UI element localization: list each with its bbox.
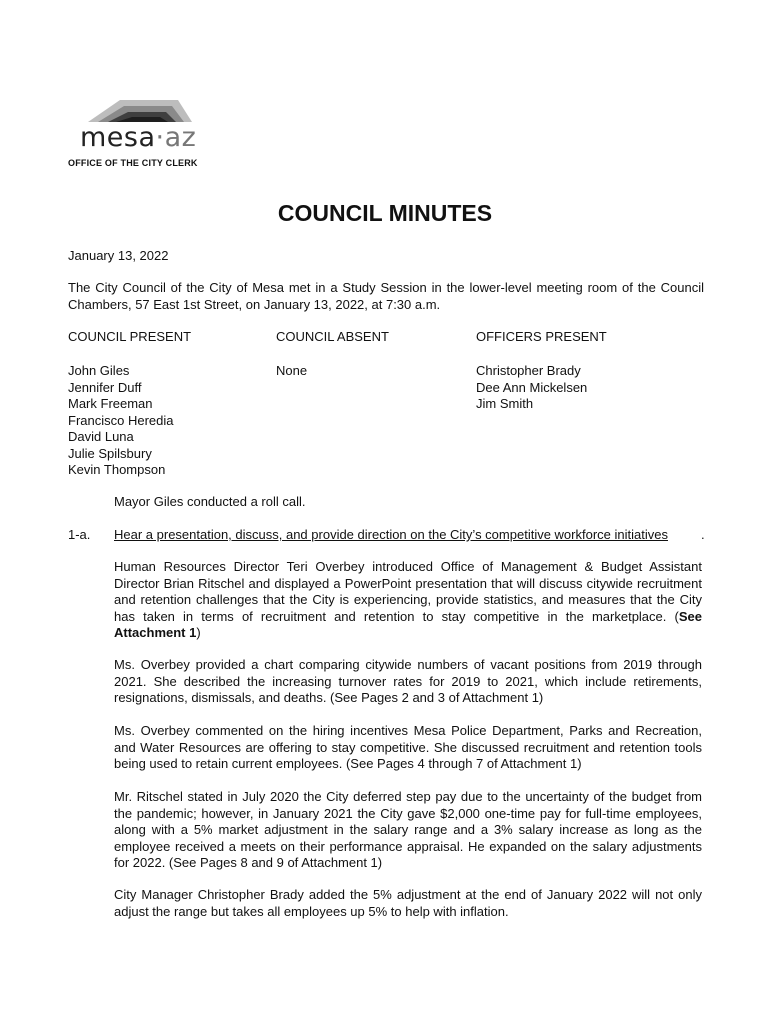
list-item: Kevin Thompson — [68, 462, 166, 477]
page-title: COUNCIL MINUTES — [277, 200, 493, 226]
paragraph-3: Ms. Overbey commented on the hiring incentives Mesa Police Department, Parks and Recreation, and Water Resources are offering to stay competitive. She discussed recruitment and retention tools being used to retain current employees. (See Pages 4 through 7 of Attachment 1) — [114, 723, 702, 771]
list-item: John Giles — [68, 363, 130, 378]
attachment-reference: See Attachment 1 — [114, 608, 702, 640]
logo-wordmark: mesa·az — [80, 122, 197, 153]
roll-call-note: Mayor Giles conducted a roll call. — [114, 494, 306, 509]
paragraph-1: Human Resources Director Teri Overbey introduced Office of Management & Budget Assistant Director Brian Ritschel and displayed a PowerPoint presentation that will discuss citywide recruitment and retention challenges that the City is experiencing, provide statistics, and measures that the City has taken in terms of recruitment and retention to stay competitive in the marketplace. (See Attachment 1) — [114, 559, 702, 640]
list-item: Dee Ann Mickelsen — [476, 379, 588, 395]
paragraph-4: Mr. Ritschel stated in July 2020 the City deferred step pay due to the uncertainty of the budget from the pandemic; however, in January 2021 the City gave $2,000 one-time pay for full-time employees, along with a 5% market adjustment in the salary range and a 3% salary increase as long as the employee received a meets on their performance appraisal. He expanded on the salary adjustments for 2022. (See Pages 8 and 9 of Attachment 1) — [114, 789, 702, 870]
council-present-list — [68, 363, 174, 479]
agenda-item-title: Hear a presentation, discuss, and provide direction on the City’s competitive workforce initiatives — [114, 527, 668, 542]
list-item: None — [276, 363, 308, 378]
list-item: Jim Smith — [476, 396, 534, 411]
council-absent-header: COUNCIL ABSENT — [276, 329, 389, 344]
office-label: OFFICE OF THE CITY CLERK — [68, 158, 198, 168]
list-item: Francisco Heredia — [68, 412, 174, 428]
paragraph-5: City Manager Christopher Brady added the 5% adjustment at the end of January 2022 will not only adjust the range but takes all employees up 5% to help with inflation. — [114, 887, 702, 919]
agenda-item-number: 1-a. — [68, 527, 91, 542]
council-absent-list — [276, 363, 307, 380]
paragraph-2: Ms. Overbey provided a chart comparing citywide numbers of vacant positions from 2019 through 2021. She described the increasing turnover rates for 2019 to 2021, which include retirements, resignations, dismissals, and deaths. (See Pages 2 and 3 of Attachment 1) — [114, 657, 702, 705]
list-item: Christopher Brady — [476, 363, 581, 378]
officers-present-header: OFFICERS PRESENT — [476, 329, 607, 344]
mesa-logo-mark-icon — [86, 96, 196, 124]
agenda-item-title-period: . — [701, 527, 705, 542]
intro-paragraph: The City Council of the City of Mesa met in a Study Session in the lower-level meeting room of the Council Chambers, 57 East 1st Street, on January 13, 2022, at 7:30 a.m. — [68, 280, 704, 312]
list-item: Julie Spilsbury — [68, 445, 152, 461]
list-item: Jennifer Duff — [68, 379, 142, 395]
officers-present-list — [476, 363, 587, 413]
council-present-header: COUNCIL PRESENT — [68, 329, 192, 344]
meeting-date: January 13, 2022 — [68, 248, 169, 263]
list-item: Mark Freeman — [68, 396, 153, 411]
list-item: David Luna — [68, 429, 134, 444]
